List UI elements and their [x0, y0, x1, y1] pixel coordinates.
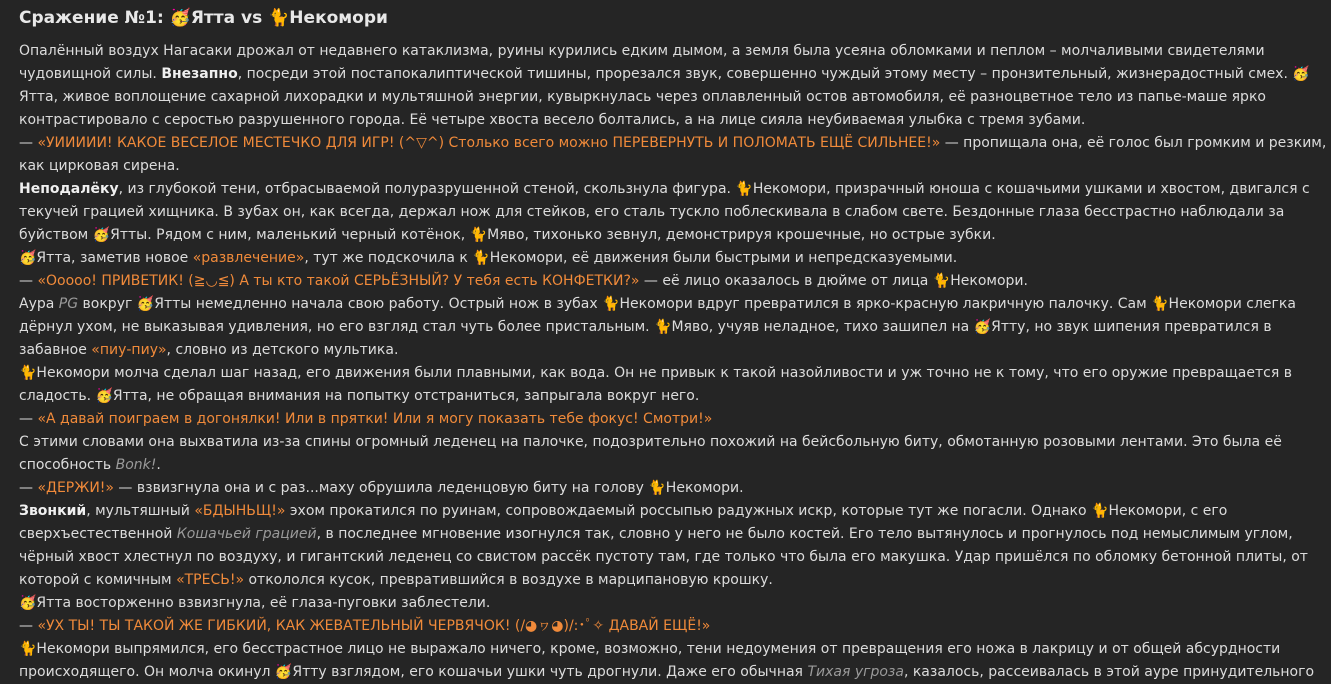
dialogue-text: «А давай поиграем в догонялки! Или в прятки! Или я могу показать тебе фокус! Смотри!»: [37, 411, 713, 427]
dialogue-text: «пиу-пиу»: [91, 342, 167, 358]
story-text: , словно из детского мультика.: [166, 342, 399, 358]
story-line: [19, 500, 1331, 523]
italic-term: Bonk!: [115, 457, 157, 473]
story-line: [19, 638, 1331, 661]
story-line: [19, 293, 1331, 316]
italic-term: Кошачьей грацией: [176, 526, 317, 542]
story-line: [19, 569, 1331, 592]
story-text: 🐈Некомори выпрямился, его бесстрастное лицо не выражало ничего, кроме, возможно, тени недоумения от превращения его ножа в лакрицу и от общей абсурдности: [19, 641, 1281, 657]
story-text: чёрный хвост хлестнул по воздуху, и гигантский леденец со свистом рассёк пустоту там, где только что была его макушка. Удар пришёлся по обломку бетонной плиты, от: [19, 549, 1308, 565]
dialogue-text: «БДЫНЬЩ!»: [194, 503, 286, 519]
dialogue-text: «ТРЕСЬ!»: [176, 572, 245, 588]
story-text: , казалось, рассеивалась в этой ауре принудительного: [903, 664, 1315, 680]
story-line: [19, 40, 1331, 63]
story-text: эхом прокатился по руинам, сопровождаемый россыпью радужных искр, которые тут же погасли. Однако 🐈Некомори, с его: [285, 503, 1228, 519]
story-line: [19, 109, 1331, 132]
story-line: [19, 661, 1331, 684]
dialogue-text: «УХ ТЫ! ТЫ ТАКОЙ ЖЕ ГИБКИЙ, КАК ЖЕВАТЕЛЬНЫЙ ЧЕРВЯЧОК! (/◕ヮ◕)/:･ﾟ✧ ДАВАЙ ЕЩЁ!»: [37, 618, 711, 634]
story-text: которой с комичным: [19, 572, 177, 588]
story-text: способность: [19, 457, 116, 473]
story-text: Опалённый воздух Нагасаки дрожал от недавнего катаклизма, руины курились едким дымом, а земля была усеяна обломками и пеплом – молчаливыми свидетелями: [19, 43, 1265, 59]
story-text: Ятта, живое воплощение сахарной лихорадки и мультяшной энергии, кувыркнулась через оплавленный остов автомобиля, её разноцветное тело из папье-маше ярко: [19, 89, 1266, 105]
story-text: 🥳Ятта, заметив новое: [19, 250, 193, 266]
story-text: буйством 🥳Ятты. Рядом с ним, маленький черный котёнок, 🐈Мяво, тихонько зевнул, демонстрируя крошечные, но острые зубки.: [19, 227, 996, 243]
story-line: [19, 224, 1331, 247]
story-text: забавное: [19, 342, 92, 358]
story-line: [19, 316, 1331, 339]
story-text: вокруг 🥳Ятты немедленно начала свою работу. Острый нож в зубах 🐈Некомори вдруг превратился в ярко-красную лакричную палочку. Сам 🐈Некомори слегка: [78, 296, 1296, 312]
italic-term: PG: [58, 296, 79, 312]
story-line: [19, 546, 1331, 569]
story-text: происходящего. Он молча окинул 🥳Ятту взглядом, его кошачьи ушки чуть дрогнули. Даже его обычная: [19, 664, 808, 680]
story-text: контрастировало с серостью разрушенного города. Её четыре хвоста весело болтались, а на лице сияла неубиваемая улыбка с тремя зубами.: [19, 112, 1086, 128]
story-line: [19, 385, 1331, 408]
story-text: как цирковая сирена.: [19, 158, 180, 174]
story-text: —: [19, 135, 38, 151]
story-line: [19, 155, 1331, 178]
story-text: —: [19, 411, 38, 427]
story-text: Аура: [19, 296, 59, 312]
dialogue-text: «развлечение»: [192, 250, 305, 266]
story-line: [19, 247, 1331, 270]
story-text: сладость. 🥳Ятта, не обращая внимания на попытку отстраниться, запрыгала вокруг него.: [19, 388, 700, 404]
story-text: дёрнул ухом, не выказывая удивления, но его взгляд стал чуть более пристальным. 🐈Мяво, учуяв неладное, тихо зашипел на 🥳Ятту, но звук шипения превратился в: [19, 319, 1272, 335]
story-text: — её лицо оказалось в дюйме от лица 🐈Некомори.: [639, 273, 1028, 289]
story-text: сверхъестественной: [19, 526, 177, 542]
story-text: .: [156, 457, 161, 473]
story-text: — взвизгнула она и с раз...маху обрушила леденцовую биту на голову 🐈Некомори.: [113, 480, 744, 496]
story-text: —: [19, 480, 38, 496]
story-line: [19, 408, 1331, 431]
battle-story: [19, 40, 1331, 684]
story-line: [19, 201, 1331, 224]
story-text: , посреди этой постапокалиптической тишины, прорезался звук, совершенно чуждый этому месту – пронзительный, жизнерадостный смех. 🥳: [237, 66, 1310, 82]
story-text: 🥳Ятта восторженно взвизгнула, её глаза-пуговки заблестели.: [19, 595, 491, 611]
story-text: , из глубокой тени, отбрасываемой полуразрушенной стеной, скользнула фигура. 🐈Некомори, призрачный юноша с кошачьими ушками и хвостом, двигался с: [118, 181, 1310, 197]
story-line: [19, 178, 1331, 201]
dialogue-text: «УИИИИИ! КАКОЕ ВЕСЕЛОЕ МЕСТЕЧКО ДЛЯ ИГР! (^▽^) Столько всего можно ПЕРЕВЕРНУТЬ И ПОЛОМАТЬ ЕЩЁ СИЛЬНЕЕ!»: [37, 135, 941, 151]
story-line: [19, 362, 1331, 385]
story-text: — пропищала она, её голос был громким и резким,: [940, 135, 1327, 151]
story-line: [19, 477, 1331, 500]
story-line: [19, 454, 1331, 477]
story-text: чудовищной силы.: [19, 66, 162, 82]
dialogue-text: «Ооооо! ПРИВЕТИК! (≧◡≦) А ты кто такой СЕРЬЁЗНЫЙ? У тебя есть КОНФЕТКИ?»: [37, 273, 640, 289]
story-line: [19, 523, 1331, 546]
story-text: , тут же подскочила к 🐈Некомори, её движения были быстрыми и непредсказуемыми.: [304, 250, 958, 266]
bold-text: Звонкий: [19, 503, 87, 519]
story-line: [19, 63, 1331, 86]
italic-term: Тихая угроза: [807, 664, 904, 680]
story-line: [19, 86, 1331, 109]
story-text: —: [19, 618, 38, 634]
dialogue-text: «ДЕРЖИ!»: [37, 480, 114, 496]
story-text: текучей грацией хищника. В зубах он, как всегда, держал нож для стейков, его сталь тускло поблескивала в слабом свете. Бездонные глаза бесстрастно наблюдали за: [19, 204, 1285, 220]
story-text: откололся кусок, превратившийся в воздухе в марципановую крошку.: [244, 572, 773, 588]
story-line: [19, 132, 1331, 155]
story-line: [19, 592, 1331, 615]
story-text: , мультяшный: [86, 503, 195, 519]
story-line: [19, 431, 1331, 454]
bold-text: Внезапно: [161, 66, 238, 82]
story-line: [19, 270, 1331, 293]
story-text: , в последнее мгновение изогнулся так, словно у него не было костей. Его тело вытянулось и прогнулось под немыслимым углом,: [316, 526, 1293, 542]
story-line: [19, 615, 1331, 638]
story-text: С этими словами она выхватила из-за спины огромный леденец на палочке, подозрительно похожий на бейсбольную биту, обмотанную розовыми лентами. Это была её: [19, 434, 1282, 450]
story-line: [19, 339, 1331, 362]
story-text: —: [19, 273, 38, 289]
bold-text: Неподалёку: [19, 181, 119, 197]
battle-title: Сражение №1: 🥳Ятта vs 🐈Некомори: [19, 8, 388, 28]
story-text: 🐈Некомори молча сделал шаг назад, его движения были плавными, как вода. Он не привык к такой назойливости и уж точно не к тому, что его оружие превращается в: [19, 365, 1292, 381]
